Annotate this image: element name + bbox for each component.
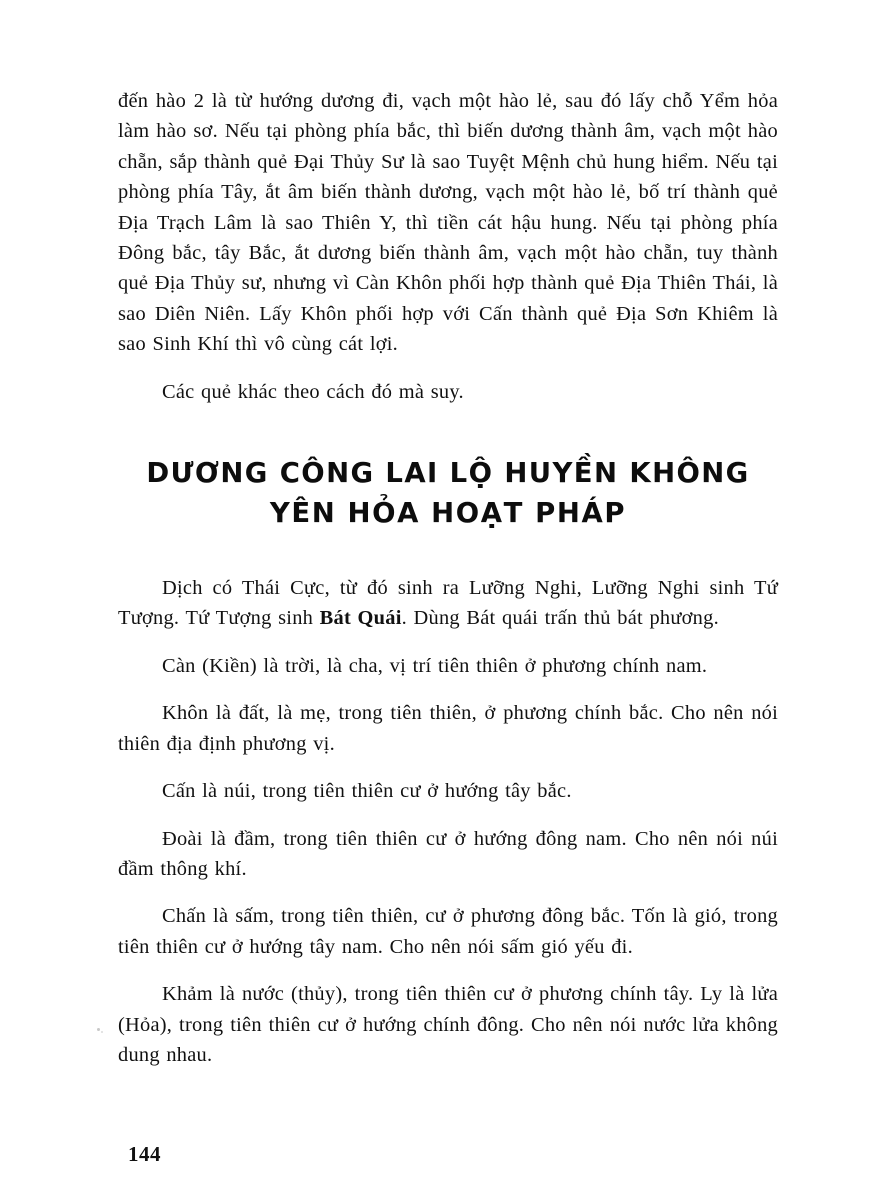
- paragraph-other-hexagrams: Các quẻ khác theo cách đó mà suy.: [162, 380, 464, 403]
- page-text-column: [118, 86, 778, 1070]
- paragraph-thai-cuc-emphasis: Bát Quái: [319, 607, 402, 630]
- paragraph-can-nui: Cấn là núi, trong tiên thiên cư ở hướng tây bắc.: [162, 780, 572, 803]
- paragraph-kham-ly: Khảm là nước (thủy), trong tiên thiên cư ở phương chính tây. Ly là lửa (Hỏa), trong tiên thiên cư ở hướng chính đông. Cho nên nói nước lửa không dung nhau.: [118, 983, 778, 1066]
- paragraph-thai-cuc-pre: Dịch có Thái Cực, từ đó sinh ra Lưỡng Nghi, Lưỡng Nghi sinh Tứ Tượng. Tứ Tượng sinh: [118, 577, 778, 630]
- section-heading: [118, 453, 778, 533]
- paragraph-chan-ton: Chấn là sấm, trong tiên thiên, cư ở phương đông bắc. Tốn là gió, trong tiên thiên cư ở hướng tây nam. Cho nên nói sấm gió yếu đi.: [118, 905, 778, 958]
- paragraph-doai: Đoài là đầm, trong tiên thiên cư ở hướng đông nam. Cho nên nói núi đầm thông khí.: [118, 827, 778, 880]
- page-number: 144: [128, 1142, 161, 1166]
- paragraph-thai-cuc-post: . Dùng Bát quái trấn thủ bát phương.: [401, 607, 719, 630]
- scan-speck-artifact: [97, 1028, 100, 1031]
- paragraph-continued-hexagram-analysis: đến hào 2 là từ hướng dương đi, vạch một hào lẻ, sau đó lấy chỗ Yểm hỏa làm hào sơ. Nếu tại phòng phía bắc, thì biến dương thành âm, vạch một hào chẵn, sắp thành quẻ Đại Thủy Sư là sao Tuyệt Mệnh chủ hung hiểm. Nếu tại phòng phía Tây, ắt âm biến thành dương, vạch một hào lẻ, bố trí thành quẻ Địa Trạch Lâm là sao Thiên Y, thì tiền cát hậu hung. Nếu tại phòng phía Đông bắc, tây Bắc, ắt dương biến thành âm, vạch một hào chẵn, tuy thành quẻ Địa Thủy sư, nhưng vì Càn Khôn phối hợp thành quẻ Địa Thiên Thái, là sao Diên Niên. Lấy Khôn phối hợp với Cấn thành quẻ Địa Sơn Khiêm là sao Sinh Khí thì vô cùng cát lợi.: [118, 90, 778, 356]
- section-heading-line-2: YÊN HỎA HOẠT PHÁP: [269, 497, 627, 530]
- paragraph-khon: Khôn là đất, là mẹ, trong tiên thiên, ở phương chính bắc. Cho nên nói thiên địa định phương vị.: [118, 702, 778, 755]
- paragraph-thai-cuc: [118, 573, 778, 634]
- section-heading-line-1: DƯƠNG CÔNG LAI LỘ HUYỀN KHÔNG: [146, 457, 750, 490]
- scan-speck-artifact: [101, 1031, 103, 1033]
- paragraph-can-kien: Càn (Kiền) là trời, là cha, vị trí tiên thiên ở phương chính nam.: [162, 654, 708, 677]
